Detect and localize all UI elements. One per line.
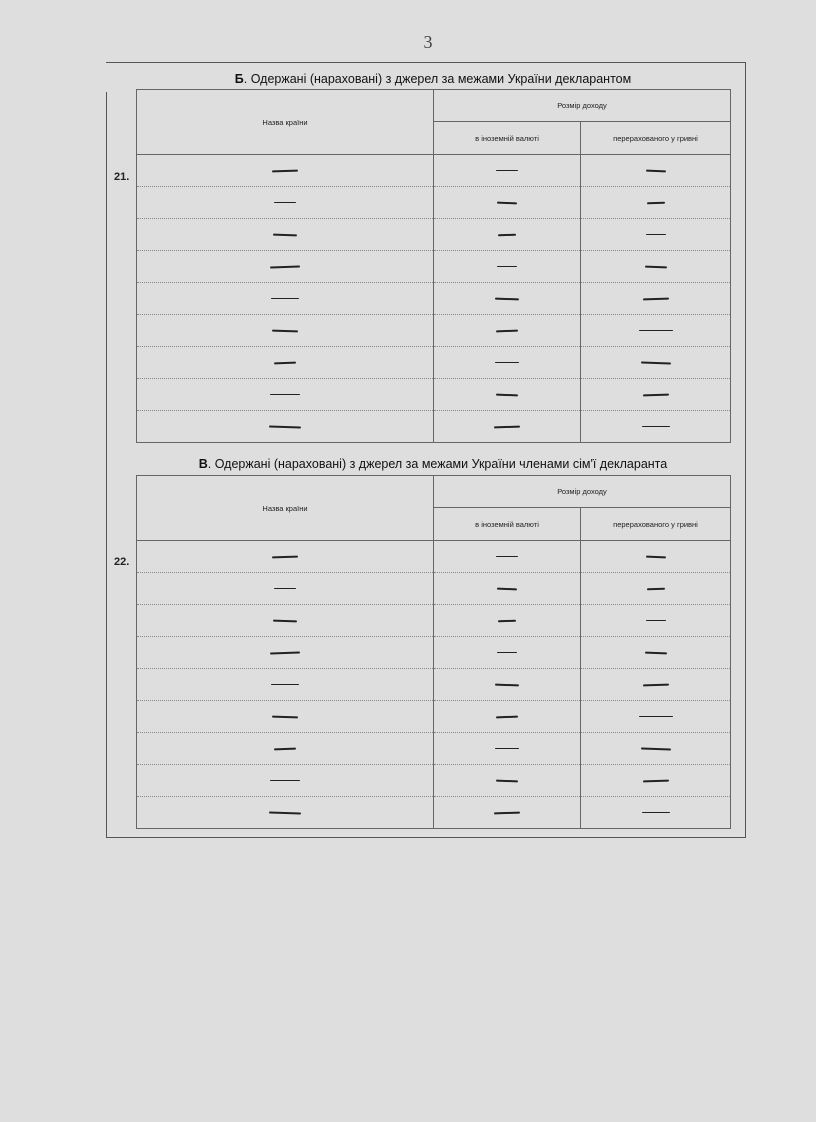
handwritten-dash	[272, 555, 298, 557]
foreign-currency-cell	[434, 733, 581, 765]
handwritten-dash	[642, 683, 668, 685]
table-row	[137, 379, 731, 411]
hryvnia-cell	[581, 187, 731, 219]
handwritten-dash	[497, 652, 517, 654]
form-frame-left-border	[106, 92, 107, 838]
foreign-currency-cell	[434, 283, 581, 315]
handwritten-dash	[274, 361, 296, 363]
foreign-currency-cell	[434, 541, 581, 573]
foreign-currency-cell	[434, 187, 581, 219]
income-size-header: Розмір доходу	[434, 90, 731, 122]
country-cell	[137, 637, 434, 669]
handwritten-dash	[646, 201, 664, 203]
handwritten-dash	[498, 619, 516, 621]
hryvnia-cell	[581, 155, 731, 187]
foreign-currency-cell	[434, 315, 581, 347]
table-row	[137, 541, 731, 573]
foreign-currency-cell	[434, 219, 581, 251]
table-row	[137, 315, 731, 347]
section-v-title-text: . Одержані (нараховані) з джерел за межами України членами сім'ї декларанта	[207, 457, 668, 471]
hryvnia-cell	[581, 573, 731, 605]
handwritten-dash	[645, 169, 665, 171]
handwritten-dash	[269, 425, 301, 428]
table-row	[137, 637, 731, 669]
section-b-rows	[137, 155, 731, 443]
country-cell	[137, 733, 434, 765]
handwritten-dash	[495, 683, 519, 685]
handwritten-dash	[495, 297, 519, 299]
hryvnia-cell	[581, 669, 731, 701]
handwritten-dash	[642, 779, 668, 781]
country-cell	[137, 155, 434, 187]
hryvnia-cell	[581, 347, 731, 379]
handwritten-dash	[494, 425, 520, 427]
country-header: Назва країни	[137, 90, 434, 155]
section-v-table	[136, 475, 731, 829]
foreign-currency-cell	[434, 573, 581, 605]
handwritten-dash	[271, 684, 299, 686]
handwritten-dash	[269, 811, 301, 814]
handwritten-dash	[270, 651, 300, 654]
hryvnia-cell	[581, 379, 731, 411]
handwritten-dash	[646, 234, 666, 236]
country-cell	[137, 411, 434, 443]
handwritten-dash	[496, 393, 518, 395]
handwritten-dash	[642, 297, 668, 299]
country-cell	[137, 797, 434, 829]
foreign-currency-cell	[434, 637, 581, 669]
country-cell	[137, 541, 434, 573]
table-row	[137, 411, 731, 443]
country-cell	[137, 219, 434, 251]
handwritten-dash	[642, 812, 670, 814]
handwritten-dash	[498, 233, 516, 235]
handwritten-dash	[644, 651, 666, 653]
country-cell	[137, 251, 434, 283]
page-number: 3	[423, 32, 433, 52]
handwritten-dash	[640, 361, 670, 364]
foreign-currency-cell	[434, 605, 581, 637]
hryvnia-cell	[581, 219, 731, 251]
handwritten-dash	[640, 747, 670, 750]
handwritten-dash	[494, 811, 520, 813]
handwritten-dash	[274, 202, 296, 204]
hryvnia-cell	[581, 637, 731, 669]
handwritten-dash	[272, 169, 298, 171]
handwritten-dash	[639, 716, 673, 718]
handwritten-dash	[497, 201, 517, 203]
handwritten-dash	[495, 748, 519, 750]
hryvnia-cell	[581, 733, 731, 765]
handwritten-dash	[639, 330, 673, 332]
section-v-title	[136, 457, 730, 471]
table-row	[137, 155, 731, 187]
table-row	[137, 347, 731, 379]
handwritten-dash	[496, 715, 518, 717]
country-cell	[137, 605, 434, 637]
table-row	[137, 701, 731, 733]
foreign-currency-cell	[434, 379, 581, 411]
handwritten-dash	[646, 620, 666, 622]
foreign-currency-cell	[434, 411, 581, 443]
foreign-currency-header: в іноземній валюті	[434, 508, 581, 541]
country-cell	[137, 765, 434, 797]
hryvnia-cell	[581, 765, 731, 797]
country-cell	[137, 701, 434, 733]
section-v-letter: В	[198, 457, 208, 471]
table-row	[137, 573, 731, 605]
country-cell	[137, 379, 434, 411]
hryvnia-header: перерахованого у гривні	[581, 508, 731, 541]
table-row	[137, 669, 731, 701]
handwritten-dash	[272, 715, 298, 717]
handwritten-dash	[270, 265, 300, 268]
country-header: Назва країни	[137, 476, 434, 541]
handwritten-dash	[274, 588, 296, 590]
table-row	[137, 765, 731, 797]
handwritten-dash	[273, 233, 297, 235]
country-cell	[137, 315, 434, 347]
hryvnia-cell	[581, 251, 731, 283]
foreign-currency-cell	[434, 765, 581, 797]
hryvnia-cell	[581, 701, 731, 733]
country-cell	[137, 347, 434, 379]
income-size-header: Розмір доходу	[434, 476, 731, 508]
handwritten-dash	[270, 394, 300, 396]
handwritten-dash	[271, 298, 299, 300]
handwritten-dash	[270, 780, 300, 782]
section-b-title	[136, 72, 730, 86]
handwritten-dash	[497, 266, 517, 268]
section-v-rows	[137, 541, 731, 829]
foreign-currency-cell	[434, 701, 581, 733]
table-row	[137, 605, 731, 637]
hryvnia-cell	[581, 411, 731, 443]
country-cell	[137, 573, 434, 605]
handwritten-dash	[274, 747, 296, 749]
handwritten-dash	[496, 556, 518, 558]
handwritten-dash	[496, 329, 518, 331]
table-row	[137, 251, 731, 283]
table-row	[137, 797, 731, 829]
handwritten-dash	[646, 587, 664, 589]
section-b-title-text: . Одержані (нараховані) з джерел за межами України декларантом	[243, 72, 632, 86]
handwritten-dash	[642, 426, 670, 428]
handwritten-dash	[496, 170, 518, 172]
table-row	[137, 733, 731, 765]
hryvnia-cell	[581, 797, 731, 829]
foreign-currency-cell	[434, 347, 581, 379]
country-cell	[137, 669, 434, 701]
table-row	[137, 283, 731, 315]
table-row	[137, 187, 731, 219]
handwritten-dash	[645, 555, 665, 557]
foreign-currency-header: в іноземній валюті	[434, 122, 581, 155]
foreign-currency-cell	[434, 251, 581, 283]
handwritten-dash	[642, 393, 668, 395]
hryvnia-header: перерахованого у гривні	[581, 122, 731, 155]
handwritten-dash	[272, 329, 298, 331]
foreign-currency-cell	[434, 155, 581, 187]
hryvnia-cell	[581, 283, 731, 315]
handwritten-dash	[496, 779, 518, 781]
foreign-currency-cell	[434, 669, 581, 701]
foreign-currency-cell	[434, 797, 581, 829]
hryvnia-cell	[581, 541, 731, 573]
table-row	[137, 219, 731, 251]
handwritten-dash	[644, 265, 666, 267]
hryvnia-cell	[581, 605, 731, 637]
section-v-row-number: 22.	[114, 556, 130, 568]
section-b-table	[136, 89, 731, 443]
handwritten-dash	[273, 619, 297, 621]
country-cell	[137, 283, 434, 315]
handwritten-dash	[497, 587, 517, 589]
handwritten-dash	[495, 362, 519, 364]
country-cell	[137, 187, 434, 219]
hryvnia-cell	[581, 315, 731, 347]
section-b-letter: Б	[234, 72, 244, 86]
section-b-row-number: 21.	[114, 171, 130, 183]
